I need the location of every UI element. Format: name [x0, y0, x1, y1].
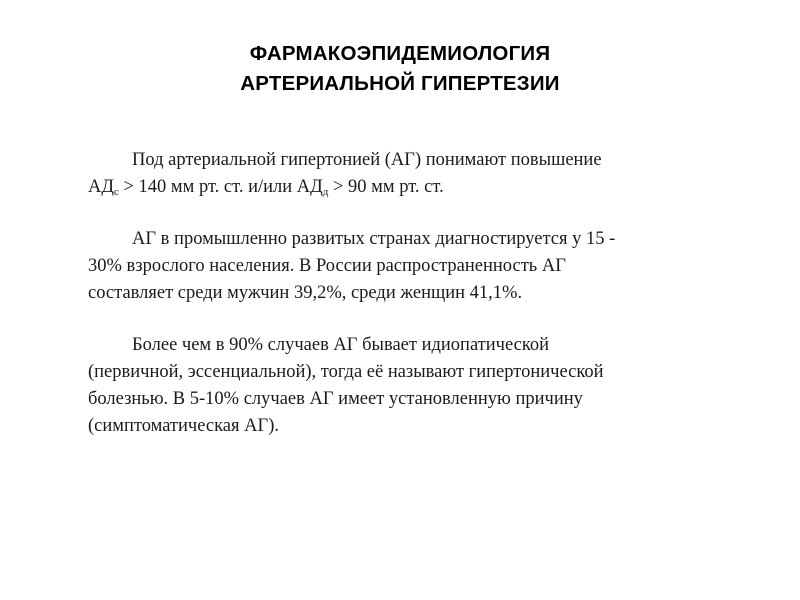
slide-title [100, 39, 700, 99]
paragraph-line: Под артериальной гипертонией (АГ) понимают повышение [132, 150, 602, 170]
paragraph-line: 30% взрослого населения. В России распространенность АГ [88, 256, 566, 276]
paragraph-line: (симптоматическая АГ). [88, 416, 279, 436]
subscript: д [322, 186, 329, 198]
paragraph-definition [88, 147, 728, 201]
paragraph-line: (первичной, эссенциальной), тогда её называют гипертонической [88, 362, 604, 382]
text-fragment: АД [88, 177, 114, 197]
paragraph-line: составляет среди мужчин 39,2%, среди женщин 41,1%. [88, 283, 523, 303]
slide-body [88, 147, 728, 465]
title-line-1: ФАРМАКОЭПИДЕМИОЛОГИЯ [249, 42, 551, 65]
paragraph-line [88, 174, 728, 201]
paragraph-line: Более чем в 90% случаев АГ бывает идиопатической [132, 335, 550, 355]
paragraph-prevalence [88, 226, 728, 307]
paragraph-etiology [88, 332, 728, 440]
text-fragment: > 90 мм рт. ст. [328, 177, 444, 197]
paragraph-line: АГ в промышленно развитых странах диагностируется у 15 - [132, 229, 616, 249]
title-line-2: АРТЕРИАЛЬНОЙ ГИПЕРТЕЗИИ [240, 72, 560, 95]
text-fragment: > 140 мм рт. ст. и/или АД [118, 177, 323, 197]
paragraph-line: болезнью. В 5-10% случаев АГ имеет установленную причину [88, 389, 583, 409]
subscript: с [113, 186, 119, 198]
